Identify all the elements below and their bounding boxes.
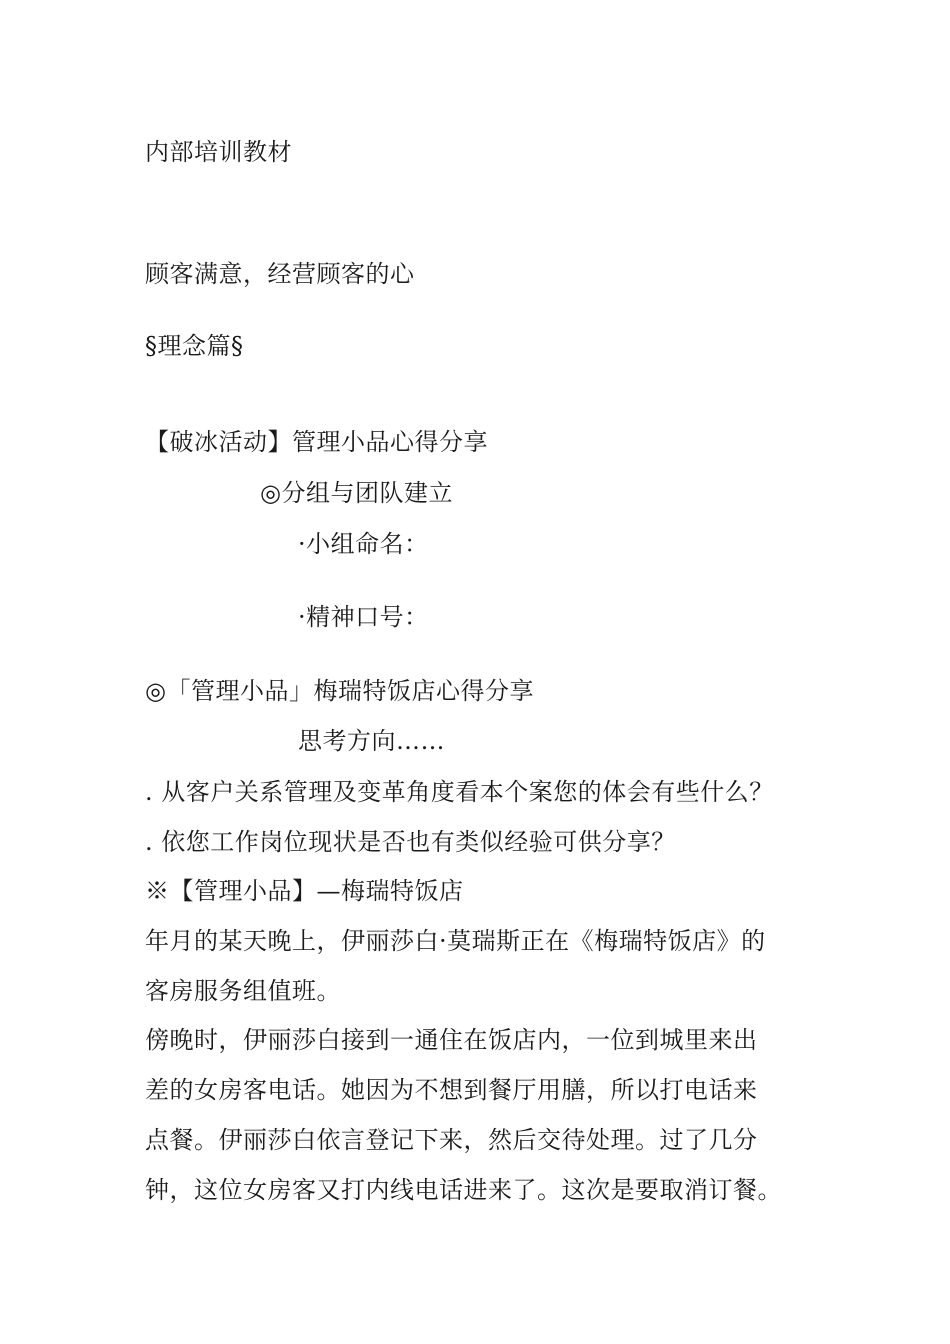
- story-heading: ※【管理小品】—梅瑞特饭店: [145, 877, 464, 905]
- thinking-direction: 思考方向……: [298, 727, 445, 755]
- team-name-item: ·小组命名：: [298, 530, 429, 558]
- story-line: 傍晚时，伊丽莎白接到一通住在饭店内，一位到城里来出: [145, 1026, 758, 1054]
- slogan-item: ·精神口号：: [298, 603, 429, 631]
- story-line: 差的女房客电话。她因为不想到餐厅用膳，所以打电话来: [145, 1076, 758, 1104]
- story-line: 点餐。伊丽莎白依言登记下来，然后交待处理。过了几分: [145, 1126, 758, 1154]
- case-share-heading: ◎「管理小品」梅瑞特饭店心得分享: [145, 677, 534, 705]
- story-line: 年月的某天晚上，伊丽莎白·莫瑞斯正在《梅瑞特饭店》的: [145, 927, 766, 955]
- story-line: 钟，这位女房客又打内线电话进来了。这次是要取消订餐。: [145, 1176, 782, 1204]
- section-heading: §理念篇§: [145, 332, 244, 360]
- question-2: . 依您工作岗位现状是否也有类似经验可供分享？: [145, 828, 676, 856]
- document-header: 内部培训教材: [145, 138, 292, 166]
- story-line: 客房服务组值班。: [145, 977, 341, 1005]
- question-1: . 从客户关系管理及变革角度看本个案您的体会有些什么？: [145, 778, 774, 806]
- icebreaker-heading: 【破冰活动】管理小品心得分享: [145, 428, 488, 456]
- document-title: 顾客满意，经营顾客的心: [145, 260, 415, 288]
- group-heading: ◎分组与团队建立: [260, 479, 453, 507]
